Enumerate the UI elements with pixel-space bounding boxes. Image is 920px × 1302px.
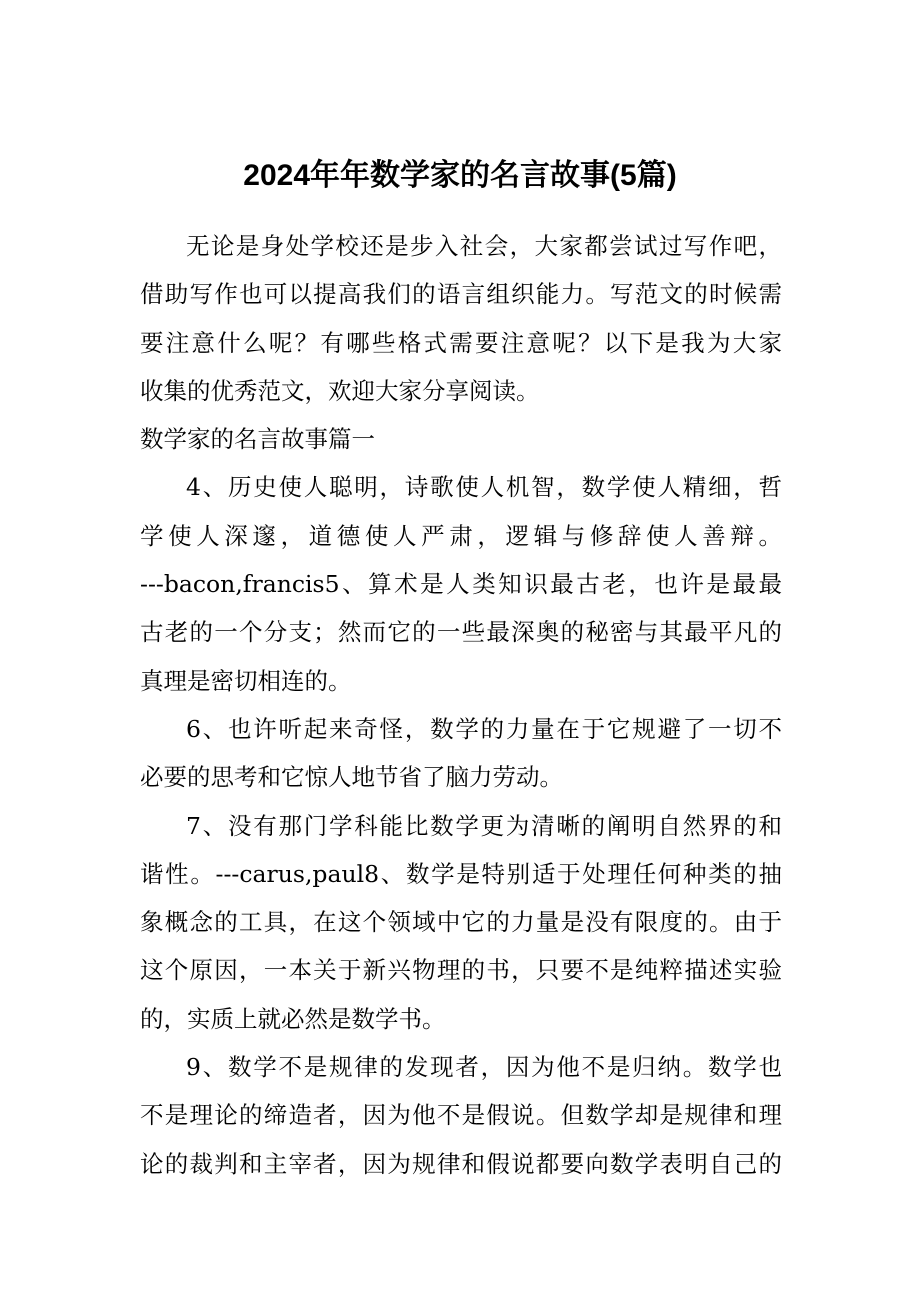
- document-title: 2024年年数学家的名言故事(5篇): [243, 159, 677, 192]
- text-line: 这个原因，一本关于新兴物理的书，只要不是纯粹描述实验: [140, 956, 782, 985]
- text-line: 的，实质上就必然是数学书。: [140, 1004, 446, 1033]
- text-line: 9、数学不是规律的发现者，因为他不是归纳。数学也: [186, 1053, 782, 1082]
- text-line: 学使人深邃，道德使人严肃，逻辑与修辞使人善辩。: [140, 521, 782, 550]
- text-line: 古老的一个分支；然而它的一些最深奥的秘密与其最平凡的: [140, 618, 782, 647]
- text-line: 谐性。---carus,paul8、数学是特别适于处理任何种类的抽: [140, 859, 782, 888]
- text-line: 7、没有那门学科能比数学更为清晰的阐明自然界的和: [186, 811, 782, 840]
- text-line: 真理是密切相连的。: [140, 666, 352, 695]
- text-line: 论的裁判和主宰者，因为规律和假说都要向数学表明自己的: [140, 1149, 782, 1178]
- text-line: 不是理论的缔造者，因为他不是假说。但数学却是规律和理: [140, 1101, 782, 1130]
- text-line: 无论是身处学校还是步入社会，大家都尝试过写作吧，: [186, 232, 782, 260]
- text-line: 数学家的名言故事篇一: [140, 425, 375, 454]
- text-line: 要注意什么呢？有哪些格式需要注意呢？以下是我为大家: [140, 328, 782, 357]
- text-line: 象概念的工具，在这个领域中它的力量是没有限度的。由于: [140, 908, 782, 937]
- text-line: ---bacon,francis5、算术是人类知识最古老，也许是最最: [140, 570, 782, 599]
- text-line: 必要的思考和它惊人地节省了脑力劳动。: [140, 763, 563, 792]
- text-line: 收集的优秀范文，欢迎大家分享阅读。: [140, 376, 540, 405]
- document-body: [140, 226, 782, 1192]
- text-line: 借助写作也可以提高我们的语言组织能力。写范文的时候需: [140, 280, 782, 309]
- text-line: 6、也许听起来奇怪，数学的力量在于它规避了一切不: [186, 714, 782, 743]
- text-line: 4、历史使人聪明，诗歌使人机智，数学使人精细，哲: [186, 473, 782, 502]
